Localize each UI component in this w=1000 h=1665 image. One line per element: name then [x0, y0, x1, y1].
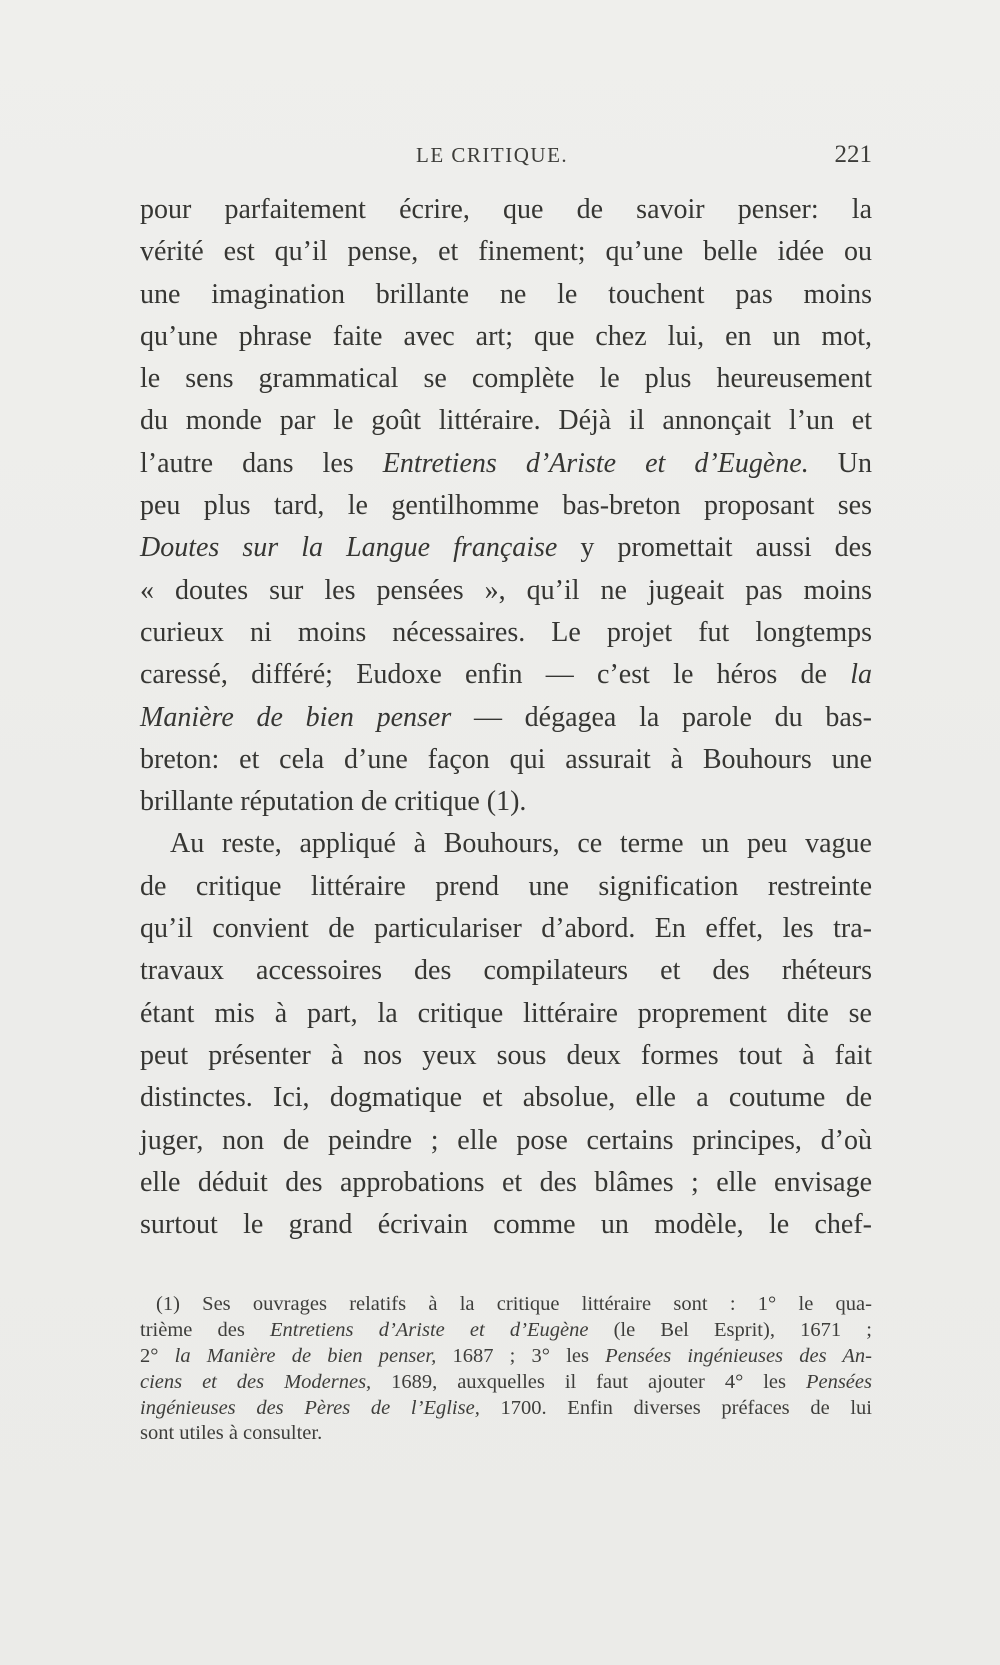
- body-line: distinctes. Ici, dogmatique et absolue, elle a coutume de: [140, 1082, 872, 1114]
- body-line: étant mis à part, la critique littéraire proprement dite se: [140, 997, 872, 1029]
- footnote-line: sont utiles à consulter.: [140, 1422, 323, 1445]
- body-line: une imagination brillante ne le touchent pas moins: [140, 278, 872, 310]
- body-line: peut présenter à nos yeux sous deux formes tout à fait: [140, 1039, 872, 1071]
- footnote-line: ingénieuses des Pères de l’Eglise, 1700. Enfin diverses préfaces de lui: [140, 1396, 872, 1419]
- body-text: [140, 189, 872, 1246]
- running-head: [140, 143, 872, 177]
- body-line: Au reste, appliqué à Bouhours, ce terme un peu vague: [170, 828, 872, 860]
- footnote-line: ciens et des Modernes, 1689, auxquelles il faut ajouter 4° les Pensées: [140, 1370, 872, 1393]
- body-line: breton: et cela d’une façon qui assurait à Bouhours une: [140, 743, 872, 775]
- body-line: Manière de bien penser — dégagea la parole du bas-: [140, 701, 872, 733]
- body-line: qu’une phrase faite avec art; que chez lui, en un mot,: [140, 320, 872, 352]
- footnote-line: trième des Entretiens d’Ariste et d’Eugène (le Bel Esprit), 1671 ;: [140, 1318, 872, 1341]
- body-line: qu’il convient de particulariser d’abord. En effet, les tra-: [140, 913, 872, 945]
- body-line: caressé, différé; Eudoxe enfin — c’est le héros de la: [140, 659, 872, 691]
- italic-title: Pensées ingénieuses des An-: [605, 1344, 872, 1367]
- italic-title: ciens et des Modernes,: [140, 1370, 372, 1393]
- italic-title: Pensées: [805, 1370, 872, 1393]
- italic-title: la Manière de bien penser,: [174, 1344, 437, 1367]
- footnote-line: (1) Ses ouvrages relatifs à la critique littéraire sont : 1° le qua-: [156, 1293, 872, 1315]
- italic-title: la: [850, 659, 872, 691]
- italic-title: ingénieuses des Pères de l’Eglise,: [140, 1396, 480, 1419]
- body-line: de critique littéraire prend une signification restreinte: [140, 870, 872, 902]
- page-number: 221: [834, 141, 872, 168]
- body-line: peu plus tard, le gentilhomme bas-breton proposant ses: [140, 490, 872, 522]
- body-line: pour parfaitement écrire, que de savoir penser: la: [140, 194, 872, 225]
- italic-title: Entretiens d’Ariste et d’Eugène.: [382, 447, 809, 479]
- body-line: Doutes sur la Langue française y promettait aussi des: [140, 532, 873, 564]
- body-line: l’autre dans les Entretiens d’Ariste et d’Eugène. Un: [140, 447, 872, 479]
- body-line: « doutes sur les pensées », qu’il ne jugeait pas moins: [140, 574, 872, 606]
- body-line: juger, non de peindre ; elle pose certains principes, d’où: [140, 1124, 872, 1156]
- italic-title: Doutes sur la Langue française: [140, 532, 558, 564]
- body-line: vérité est qu’il pense, et finement; qu’une belle idée ou: [140, 236, 872, 268]
- body-line: brillante réputation de critique (1).: [140, 786, 527, 818]
- italic-title: Manière de bien penser: [140, 701, 452, 733]
- body-line: surtout le grand écrivain comme un modèle, le chef-: [140, 1209, 872, 1241]
- footnote: [140, 1292, 872, 1447]
- body-line: travaux accessoires des compilateurs et des rhéteurs: [140, 955, 872, 987]
- body-line: le sens grammatical se complète le plus heureusement: [140, 363, 872, 395]
- body-line: elle déduit des approbations et des blâmes ; elle envisage: [140, 1166, 872, 1198]
- italic-title: Entretiens d’Ariste et d’Eugène: [270, 1318, 589, 1341]
- body-line: du monde par le goût littéraire. Déjà il annonçait l’un et: [140, 405, 872, 437]
- running-title: LE CRITIQUE.: [416, 143, 569, 167]
- body-line: curieux ni moins nécessaires. Le projet fut longtemps: [140, 616, 872, 648]
- footnote-line: 2° la Manière de bien penser, 1687 ; 3° les Pensées ingénieuses des An-: [140, 1344, 872, 1367]
